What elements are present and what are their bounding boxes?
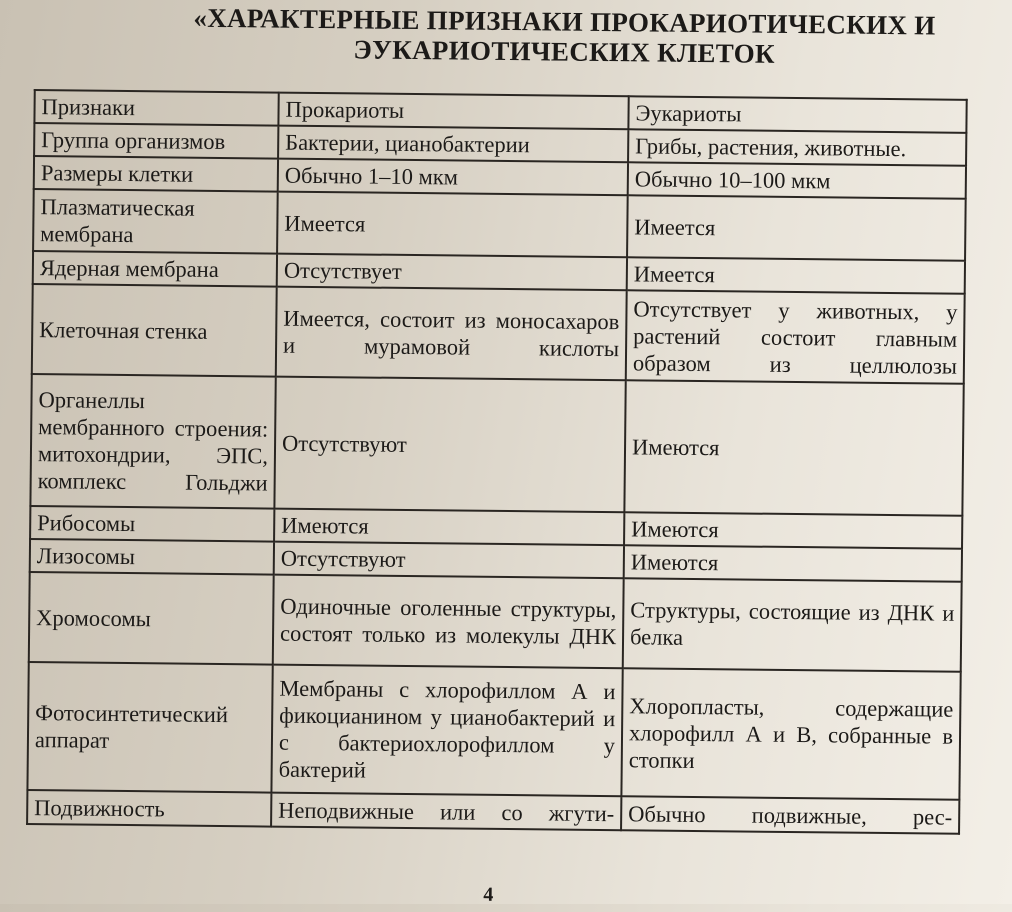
eukaryotes-cell: Имеется bbox=[627, 257, 965, 294]
eukaryotes-cell: Обычно 10–100 мкм bbox=[628, 162, 966, 199]
title-line-2: ЭУКАРИОТИЧЕСКИХ КЛЕТОК bbox=[353, 34, 776, 69]
comparison-table bbox=[26, 89, 968, 835]
header-prokaryotes: Прокариоты bbox=[278, 93, 628, 130]
eukaryotes-cell: Отсутствует у животных, у растений состоит главным образом из целлюлозы bbox=[626, 290, 965, 384]
feature-cell: Ядерная мембрана bbox=[33, 251, 277, 287]
prokaryotes-cell: Имеется bbox=[277, 192, 628, 258]
prokaryotes-cell: Неподвижные или со жгути- bbox=[271, 793, 621, 831]
table-row bbox=[32, 284, 965, 384]
feature-cell: Группа организмов bbox=[34, 123, 278, 159]
prokaryotes-cell: Мембраны с хлорофиллом А и фикоцианином у цианобактерий и с бактериохлорофиллом у бактерий bbox=[271, 665, 622, 797]
feature-cell: Хромосомы bbox=[29, 572, 274, 665]
eukaryotes-cell: Обычно подвижные, рес- bbox=[621, 796, 959, 834]
table-row bbox=[30, 374, 963, 516]
eukaryotes-cell: Имеется bbox=[627, 195, 966, 261]
prokaryotes-cell: Отсутствуют bbox=[274, 542, 624, 579]
eukaryotes-cell: Имеются bbox=[624, 545, 962, 582]
prokaryotes-cell: Обычно 1–10 мкм bbox=[278, 159, 628, 196]
eukaryotes-cell: Хлоропласты, содержащие хлорофилл А и В, собранные в стопки bbox=[621, 668, 960, 800]
feature-cell: Рибосомы bbox=[30, 506, 274, 542]
feature-cell: Фотосинтетический аппарат bbox=[27, 662, 272, 793]
header-eukaryotes: Эукариоты bbox=[628, 96, 966, 133]
table-row bbox=[29, 572, 962, 672]
prokaryotes-cell: Одиночные оголенные структуры, состоят только из молекулы ДНК bbox=[273, 575, 624, 669]
prokaryotes-cell: Отсутствует bbox=[277, 254, 627, 291]
prokaryotes-cell: Имеется, состоит из моносахаров и мурамовой кислоты bbox=[276, 287, 627, 381]
prokaryotes-cell: Бактерии, цианобактерии bbox=[278, 126, 628, 163]
feature-cell: Размеры клетки bbox=[34, 156, 278, 192]
page-title bbox=[184, 3, 945, 71]
feature-cell: Органеллы мембранного строения: митохондрии, ЭПС, комплекс Гольджи bbox=[30, 374, 275, 509]
prokaryotes-cell: Имеются bbox=[274, 509, 624, 546]
feature-cell: Подвижность bbox=[27, 790, 271, 827]
feature-cell: Плазматическая мембрана bbox=[33, 189, 278, 254]
table-row bbox=[33, 189, 966, 261]
header-features: Признаки bbox=[34, 90, 278, 126]
eukaryotes-cell: Структуры, состоящие из ДНК и белка bbox=[623, 578, 962, 672]
eukaryotes-cell: Грибы, растения, животные. bbox=[628, 129, 966, 166]
page-number: 4 bbox=[483, 883, 494, 906]
eukaryotes-cell: Имеются bbox=[624, 512, 962, 549]
feature-cell: Лизосомы bbox=[30, 539, 274, 575]
title-line-1: «ХАРАКТЕРНЫЕ ПРИЗНАКИ ПРОКАРИОТИЧЕСКИХ И bbox=[193, 2, 936, 41]
feature-cell: Клеточная стенка bbox=[32, 284, 277, 377]
eukaryotes-cell: Имеются bbox=[624, 380, 963, 516]
prokaryotes-cell: Отсутствуют bbox=[274, 377, 625, 513]
table-row bbox=[27, 662, 960, 800]
